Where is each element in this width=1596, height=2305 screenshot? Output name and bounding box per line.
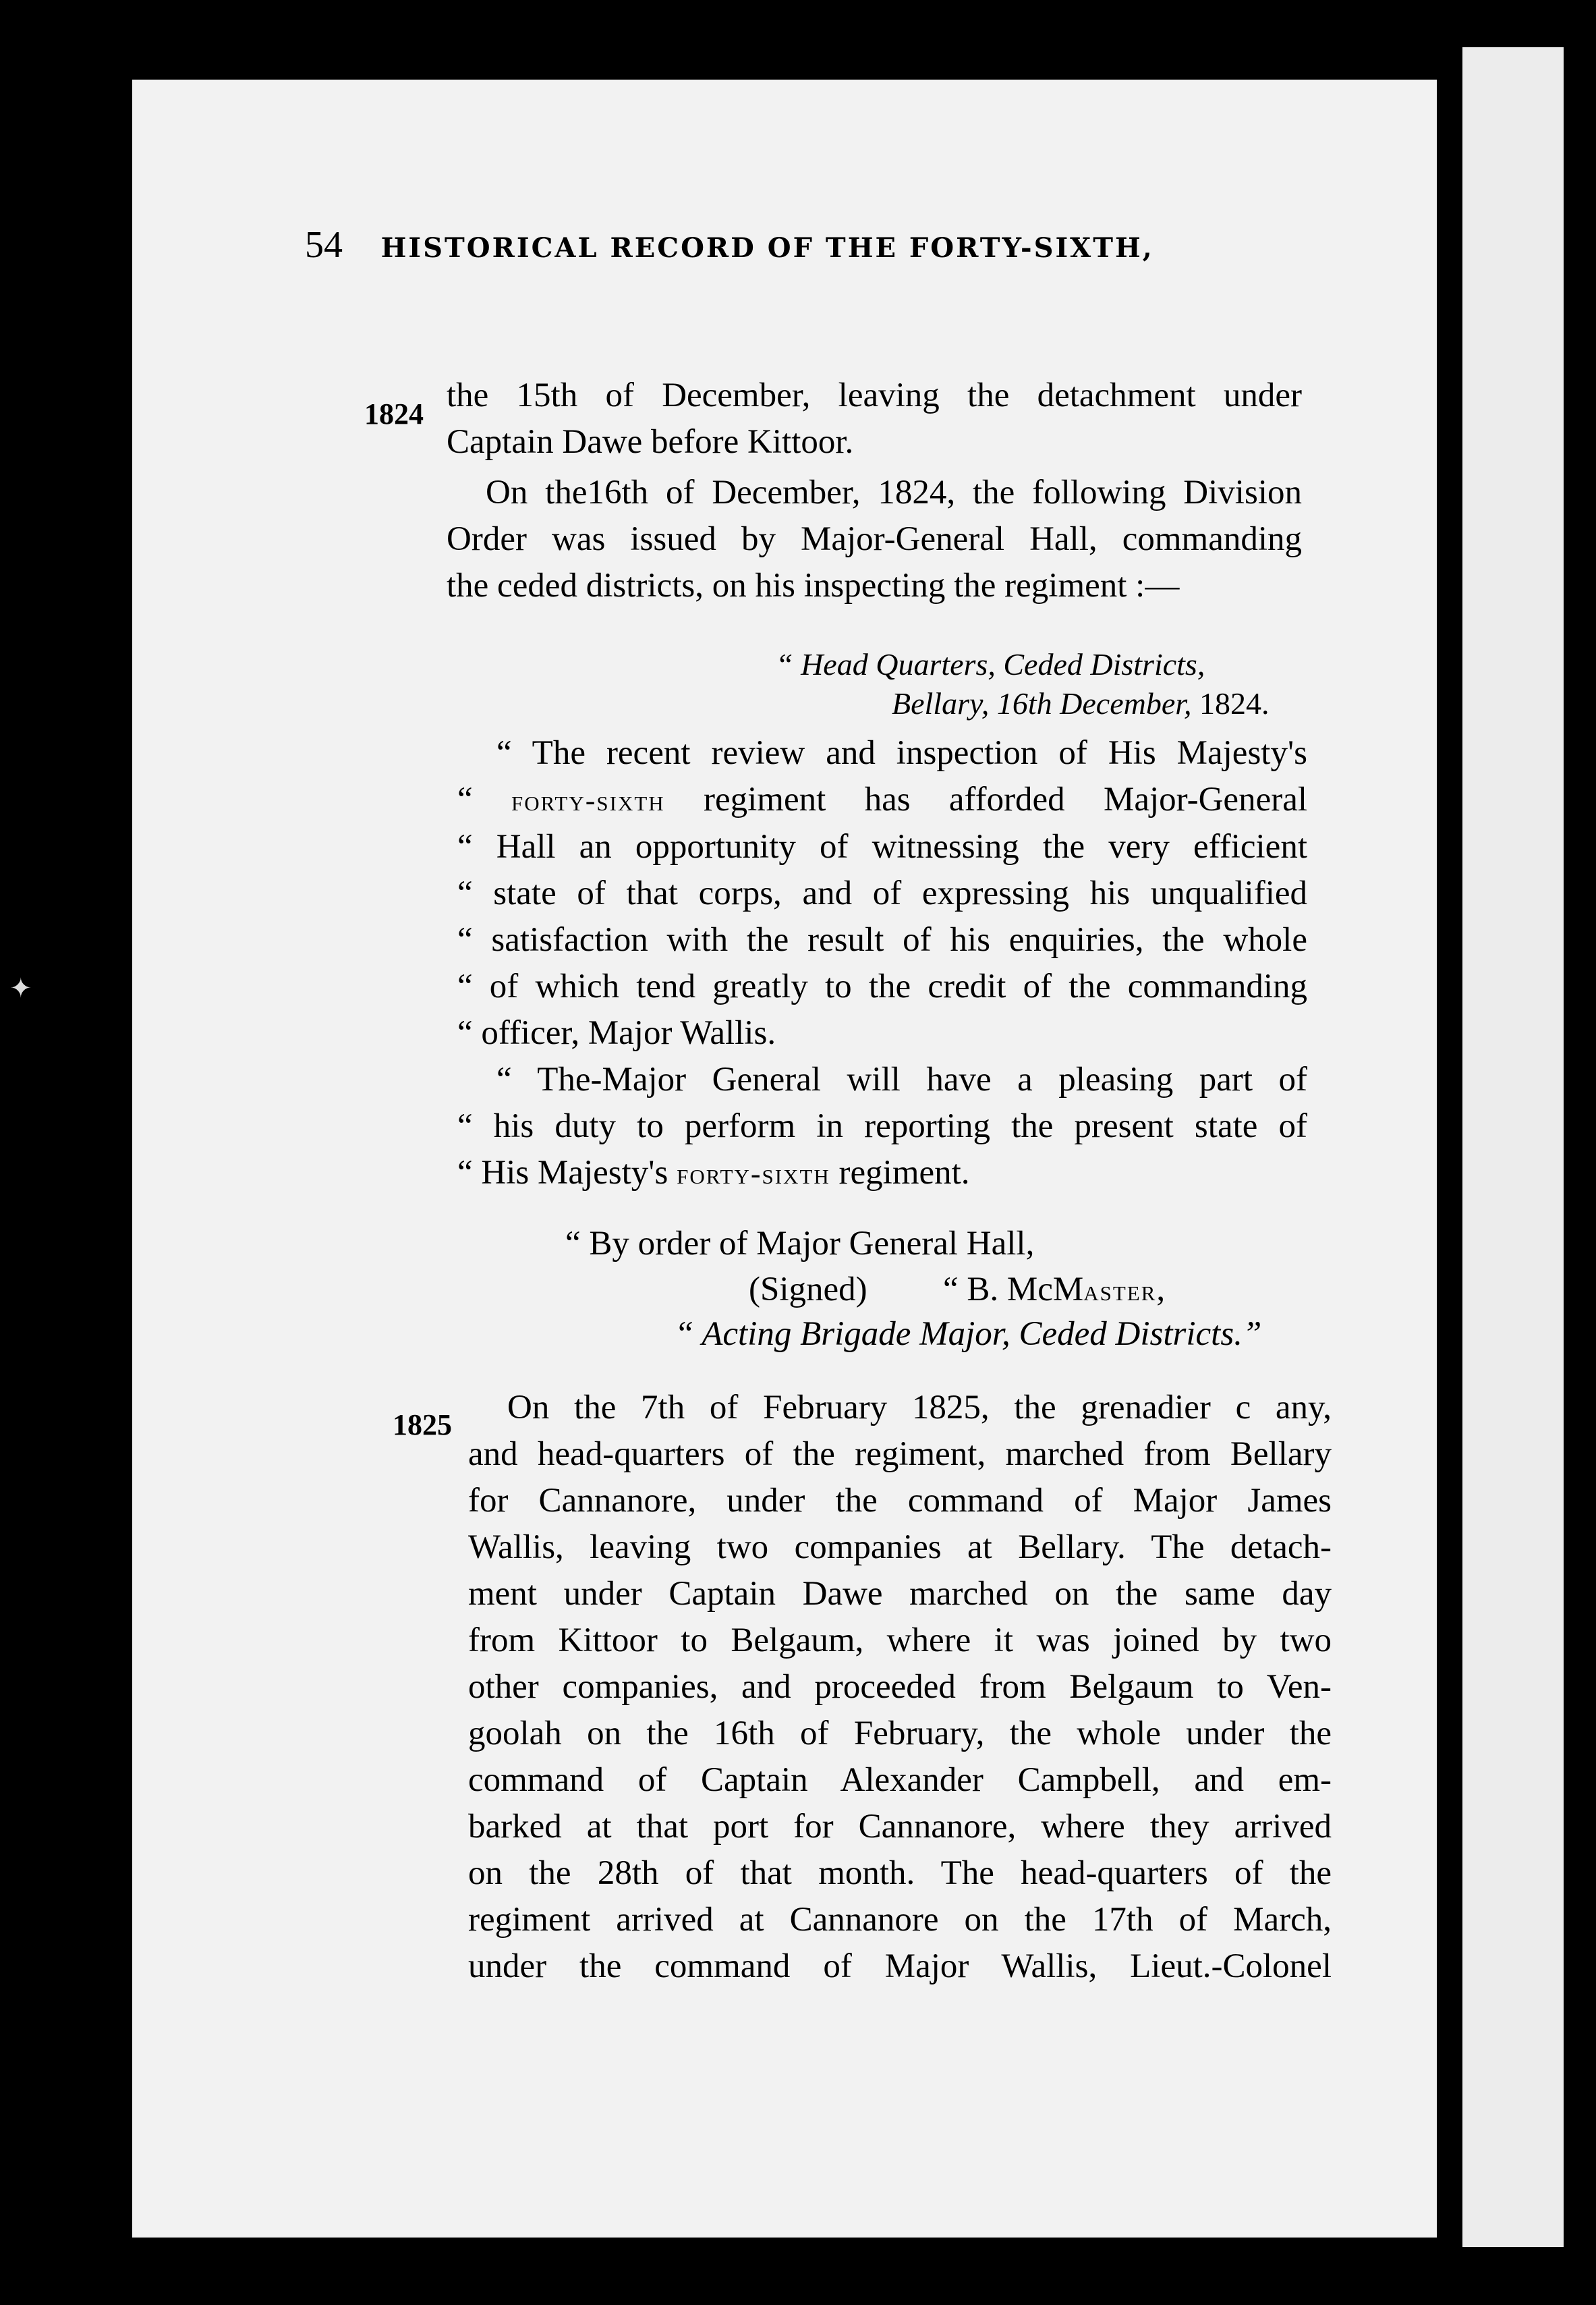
regiment-name: forty-sixth bbox=[511, 784, 665, 817]
text-line: ment under Captain Dawe marched on the same day bbox=[468, 1575, 1332, 1613]
text-line: for Cannanore, under the command of Major James bbox=[468, 1482, 1332, 1520]
text-line: “ officer, Major Wallis. bbox=[457, 1014, 776, 1052]
signed-label: (Signed) bbox=[749, 1271, 867, 1308]
margin-year-1824: 1824 bbox=[364, 397, 424, 431]
text-line: regiment arrived at Cannanore on the 17th of March, bbox=[468, 1901, 1332, 1939]
text-line: the 15th of December, leaving the detachment under bbox=[447, 377, 1302, 414]
text-line: “ Hall an opportunity of witnessing the very efficient bbox=[457, 828, 1307, 866]
order-paragraph-report bbox=[457, 1057, 1307, 1197]
text-line: “ his duty to perform in reporting the present state of bbox=[457, 1107, 1307, 1145]
text-line: “ satisfaction with the result of his enquiries, the whole bbox=[457, 921, 1307, 959]
facing-page-edge bbox=[1462, 47, 1564, 2247]
by-order-line: “ By order of Major General Hall, bbox=[565, 1225, 1035, 1262]
running-head bbox=[305, 226, 1283, 264]
text-line: barked at that port for Cannanore, where they arrived bbox=[468, 1808, 1332, 1845]
paragraph-1825-march bbox=[468, 1385, 1332, 1990]
text-line: on the 28th of that month. The head-quarters of the bbox=[468, 1854, 1332, 1892]
text-line: from Kittoor to Belgaum, where it was joined by two bbox=[468, 1621, 1332, 1659]
order-paragraph-review bbox=[457, 730, 1307, 1057]
order-dateline-2: Bellary, 16th December, 1824. bbox=[892, 686, 1270, 721]
text-line: the ceded districts, on his inspecting the regiment :— bbox=[447, 567, 1180, 605]
text-line: Wallis, leaving two companies at Bellary. The detach- bbox=[468, 1528, 1332, 1566]
signatory-title: “ Acting Brigade Major, Ceded Districts.” bbox=[675, 1315, 1262, 1353]
text-line: and head-quarters of the regiment, marched from Bellary bbox=[468, 1435, 1332, 1473]
text-line: Order was issued by Major-General Hall, commanding bbox=[447, 520, 1302, 558]
text-line: “ His Majesty's forty-sixth regiment. bbox=[457, 1154, 970, 1192]
scan-artifact-mark: ✦ bbox=[9, 973, 32, 1004]
regiment-name: forty-sixth bbox=[677, 1157, 830, 1190]
text-line: “ The-Major General will have a pleasing part of bbox=[496, 1061, 1307, 1099]
margin-year-1825: 1825 bbox=[393, 1408, 452, 1441]
text-line: command of Captain Alexander Campbell, and em- bbox=[468, 1761, 1332, 1799]
signatory-name: “ B. McMaster, bbox=[943, 1271, 1166, 1308]
text-line: “ The recent review and inspection of His Majesty's bbox=[496, 734, 1307, 772]
paragraph-detachment bbox=[447, 372, 1302, 466]
text-line: On the16th of December, 1824, the following Division bbox=[486, 474, 1302, 511]
paragraph-division-order-intro bbox=[447, 470, 1302, 609]
text-line: On the 7th of February 1825, the grenadier c any, bbox=[507, 1389, 1332, 1426]
text-line: “ state of that corps, and of expressing his unqualified bbox=[457, 874, 1307, 912]
text-line: under the command of Major Wallis, Lieut.-Colonel bbox=[468, 1947, 1332, 1985]
order-dateline-1: “ Head Quarters, Ceded Districts, bbox=[776, 647, 1205, 682]
text-line: “ forty-sixth regiment has afforded Major-General bbox=[457, 781, 1307, 818]
text-line: “ of which tend greatly to the credit of the commanding bbox=[457, 968, 1307, 1005]
page-number: 54 bbox=[305, 224, 343, 266]
text-line: goolah on the 16th of February, the whole under the bbox=[468, 1715, 1332, 1752]
text-line: other companies, and proceeded from Belgaum to Ven- bbox=[468, 1668, 1332, 1706]
running-title: HISTORICAL RECORD OF THE FORTY-SIXTH, bbox=[380, 232, 1154, 264]
text-line: Captain Dawe before Kittoor. bbox=[447, 423, 854, 461]
